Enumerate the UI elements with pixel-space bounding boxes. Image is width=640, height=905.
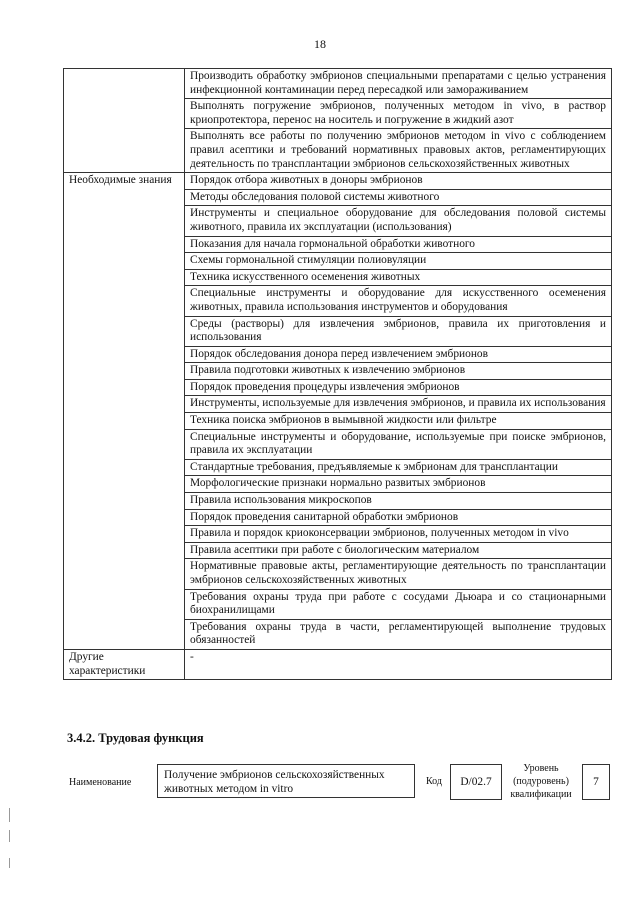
knowledge-item: Методы обследования половой системы животного: [185, 189, 612, 206]
knowledge-item: Техника поиска эмбрионов в вымывной жидкости или фильтре: [185, 413, 612, 430]
knowledge-item: Требования охраны труда в части, регламентирующей выполнение трудовых обязанностей: [185, 619, 612, 649]
function-name-box: Получение эмбрионов сельскохозяйственных животных методом in vitro: [157, 764, 415, 798]
knowledge-item: Порядок проведения процедуры извлечения эмбрионов: [185, 379, 612, 396]
table-row: [64, 649, 612, 679]
level-box: 7: [582, 764, 610, 800]
knowledge-item: Схемы гормональной стимуляции полиовуляции: [185, 253, 612, 270]
knowledge-item: Морфологические признаки нормально развитых эмбрионов: [185, 476, 612, 493]
knowledge-label: Необходимые знания: [64, 173, 185, 650]
table-row: [64, 173, 612, 190]
margin-mark: [9, 808, 10, 822]
section-title: 3.4.2. Трудовая функция: [67, 731, 204, 745]
table-row: [64, 69, 612, 99]
code-box: D/02.7: [450, 764, 502, 800]
knowledge-item: Среды (растворы) для извлечения эмбрионов, правила их приготовления и использования: [185, 316, 612, 346]
other-label: Другие характеристики: [64, 649, 185, 679]
knowledge-item: Стандартные требования, предъявляемые к эмбрионам для трансплантации: [185, 459, 612, 476]
knowledge-item: Техника искусственного осеменения животных: [185, 269, 612, 286]
knowledge-item: Инструменты и специальное оборудование для обследования половой системы животного, правила их эксплуатации (использования): [185, 206, 612, 236]
knowledge-item: Правила и порядок криоконсервации эмбрионов, полученных методом in vivo: [185, 526, 612, 543]
other-value: -: [185, 649, 612, 679]
knowledge-item: Нормативные правовые акты, регламентирующие деятельность по трансплантации эмбрионов сельскохозяйственных животных: [185, 559, 612, 589]
knowledge-item: Правила использования микроскопов: [185, 493, 612, 510]
knowledge-item: Порядок отбора животных в доноры эмбрионов: [185, 173, 612, 190]
knowledge-item: Инструменты, используемые для извлечения эмбрионов, и правила их использования: [185, 396, 612, 413]
knowledge-item: Специальные инструменты и оборудование для искусственного осеменения животных, правила использования инструментов и оборудования: [185, 286, 612, 316]
margin-mark: [9, 858, 10, 868]
knowledge-item: Порядок обследования донора перед извлечением эмбрионов: [185, 346, 612, 363]
knowledge-item: Правила подготовки животных к извлечению эмбрионов: [185, 363, 612, 380]
level-label: Уровень (подуровень) квалификации: [510, 763, 572, 800]
skill-item: Выполнять погружение эмбрионов, полученных методом in vivo, в раствор криопротектора, перенос на носитель и погружение в жидкий азот: [185, 99, 612, 129]
knowledge-item: Специальные инструменты и оборудование, используемые при поиске эмбрионов, правила их эксплуатации: [185, 429, 612, 459]
knowledge-item: Порядок проведения санитарной обработки эмбрионов: [185, 509, 612, 526]
knowledge-item: Требования охраны труда при работе с сосудами Дьюара и со стационарными биохранилищами: [185, 589, 612, 619]
requirements-table: [63, 68, 612, 680]
name-label: Наименование: [69, 777, 132, 788]
margin-mark: [9, 830, 10, 842]
knowledge-item: Показания для начала гормональной обработки животного: [185, 236, 612, 253]
skill-item: Выполнять все работы по получению эмбрионов методом in vivo с соблюдением правил асептики и требований нормативных правовых актов, регламентирующих деятельность по трансплантации эмбрионов сельскохозяйственных животных: [185, 129, 612, 173]
code-label: Код: [426, 776, 442, 787]
label-cell: [64, 69, 185, 173]
labor-function-row: [60, 764, 620, 804]
skill-item: Производить обработку эмбрионов специальными препаратами с целью устранения инфекционной контаминации перед пересадкой или замораживанием: [185, 69, 612, 99]
page-number: 18: [314, 37, 326, 51]
knowledge-item: Правила асептики при работе с биологическим материалом: [185, 542, 612, 559]
